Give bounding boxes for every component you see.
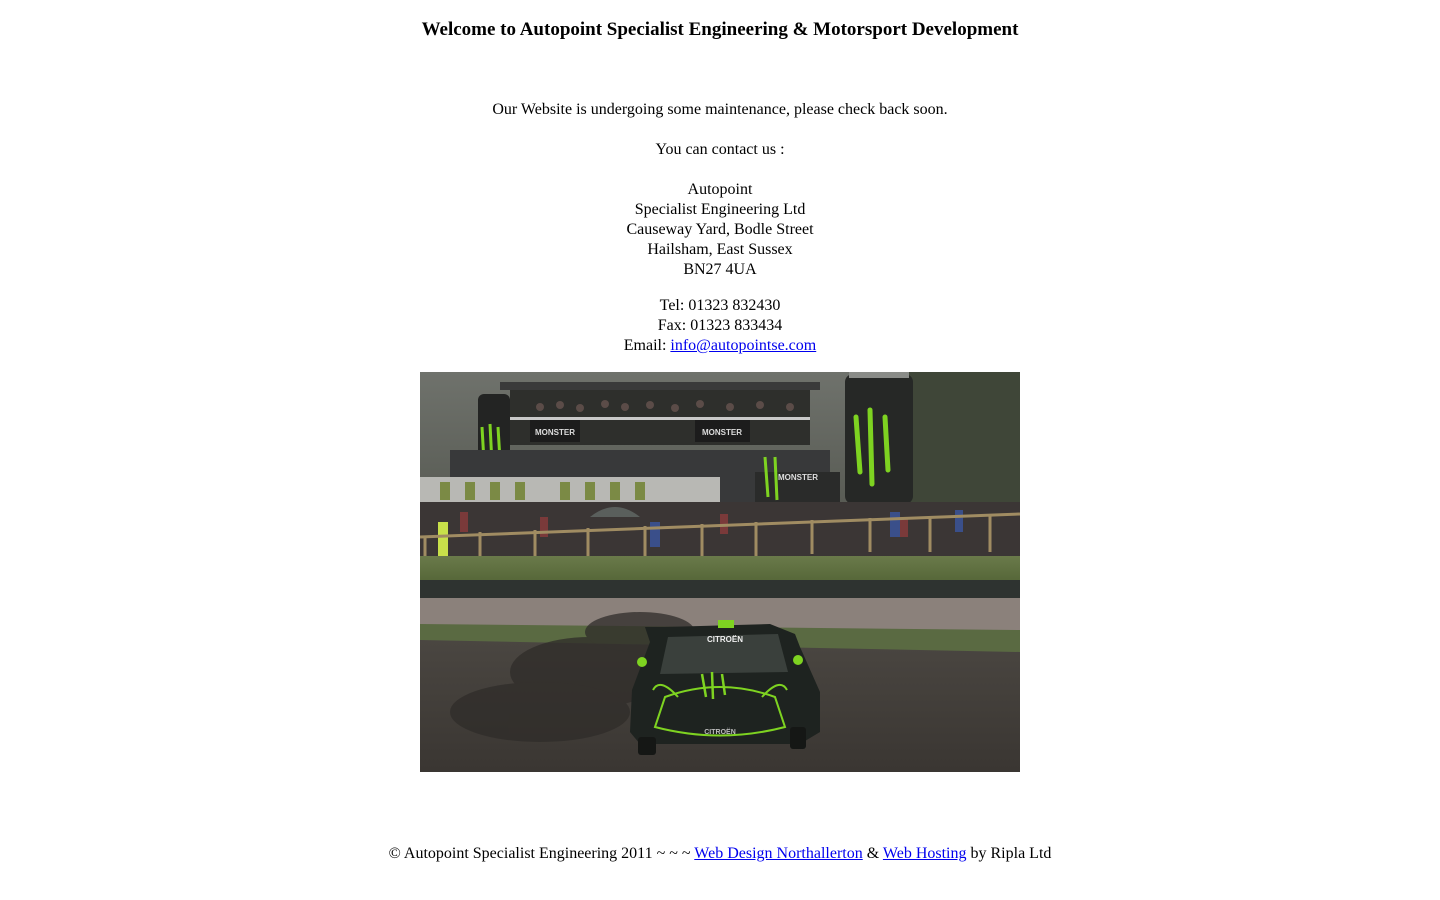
address-line-company-full: Specialist Engineering Ltd	[634, 201, 806, 218]
tel-line	[0, 296, 1440, 316]
copyright-text: © Autopoint Specialist Engineering 2011 ~ ~ ~	[388, 845, 691, 862]
contact-intro: You can contact us :	[655, 141, 785, 158]
footer	[0, 844, 1440, 864]
tel-number: 01323 832430	[688, 297, 781, 314]
tel-label: Tel:	[659, 297, 685, 314]
ampersand: &	[866, 845, 880, 862]
address-line-postcode: BN27 4UA	[683, 261, 757, 278]
email-line	[0, 336, 1440, 356]
address-line-company: Autopoint	[687, 181, 753, 198]
web-hosting-link[interactable]: Web Hosting	[882, 845, 967, 862]
address-line-street: Causeway Yard, Bodle Street	[626, 221, 814, 238]
page-title: Welcome to Autopoint Specialist Engineering & Motorsport Development	[421, 19, 1019, 40]
rally-car	[630, 620, 820, 755]
web-design-link[interactable]: Web Design Northallerton	[694, 845, 863, 862]
address-block	[0, 180, 1440, 280]
svg-text:MONSTER: MONSTER	[535, 428, 575, 437]
fax-number: 01323 833434	[690, 317, 783, 334]
footer-suffix: by Ripla Ltd	[970, 845, 1052, 862]
fax-label: Fax:	[657, 317, 687, 334]
svg-text:CITROËN: CITROËN	[707, 635, 743, 644]
svg-text:CITROËN: CITROËN	[704, 729, 736, 736]
rally-car-photo	[420, 372, 1020, 772]
contact-block	[0, 296, 1440, 356]
email-label: Email:	[623, 337, 667, 354]
svg-text:MONSTER: MONSTER	[778, 473, 818, 482]
svg-text:MONSTER: MONSTER	[702, 428, 742, 437]
maintenance-notice: Our Website is undergoing some maintenance, please check back soon.	[492, 101, 948, 118]
email-link[interactable]: info@autopointse.com	[670, 337, 817, 354]
fax-line	[0, 316, 1440, 336]
address-line-town: Hailsham, East Sussex	[647, 241, 793, 258]
